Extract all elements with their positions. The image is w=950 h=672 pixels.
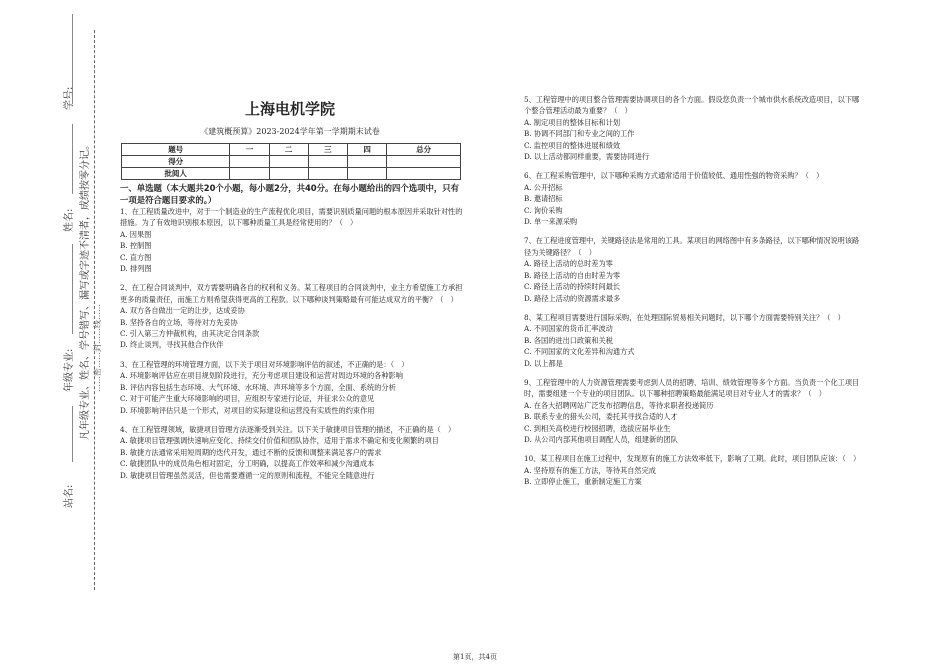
option: B. 协调不同部门和专业之间的工作 [524, 129, 635, 139]
question-stem: 4、在工程管理领域，敏捷项目管理方法逐渐受到关注。以下关于敏捷项目管理的描述，不正确的是（ ） [120, 424, 456, 434]
exam-site-label: 站名: [64, 484, 75, 508]
option: A. 制定项目的整体目标和计划 [524, 117, 621, 127]
option: D. 排列图 [120, 264, 152, 274]
score-header-cell: 总分 [387, 144, 461, 156]
option: B. 评估内容包括生态环境、大气环境、水环境、声环境等多个方面，全面、系统的分析 [120, 382, 396, 392]
option: B. 坚持各自的立场，等待对方先妥协 [120, 317, 238, 327]
option: D. 敏捷项目管理虽然灵活，但也需要遵循一定的原则和流程，不能完全随意进行 [120, 470, 375, 480]
score-header-cell: 四 [347, 144, 386, 156]
question-stem: 6、在工程采购管理中，以下哪种采购方式通常适用于价值较低、通用性强的物资采购？（ ） [524, 171, 824, 181]
name-label: 姓名: [64, 208, 75, 232]
option: D. 路径上活动的资源需求最多 [524, 293, 621, 303]
option: C. 直方图 [120, 252, 152, 262]
right-column [524, 94, 864, 488]
option: A. 环境影响评估应在项目规划阶段进行，充分考虑项目建设和运营对周边环境的各种影响 [120, 371, 403, 381]
option: A. 敏捷项目管理强调快速响应变化、持续交付价值和团队协作，适用于需求不确定和变化频繁的项目 [120, 436, 439, 446]
question-stem: 3、在工程管理的环境管理方面，以下关于项目对环境影响评估的叙述，不正确的是：（ ） [120, 359, 409, 369]
option: C. 不同国家的文化差异和沟通方式 [524, 347, 635, 357]
option: D. 终止谈判，寻找其他合作伙伴 [120, 340, 224, 350]
option: C. 引入第三方仲裁机构，由其决定合同条款 [120, 329, 260, 339]
score-table [121, 143, 461, 180]
question-stem: 1、在工程质量改进中，对于一个制造业的生产流程优化项目，需要识别质量问题的根本原因并采取针对性的措施。为了有效地识别根本原因，以下哪种质量工具是经常使用的？（ ） [120, 207, 463, 228]
question-stem: 2、在工程合同谈判中，双方需要明确各自的权利和义务。某工程项目的合同谈判中，业主方希望施工方承担更多的质量责任，而施工方则希望获得更高的工程款。以下哪种谈判策略最有可能达成双方的平衡？（ ） [120, 283, 463, 304]
option: B. 路径上活动的自由时差为零 [524, 270, 621, 280]
major-underline [72, 244, 73, 334]
option: A. 双方各自做出一定的让步，达成妥协 [120, 306, 245, 316]
binding-notice: 凡年级专业、姓名、学号错写、漏写或字迹不清者，成绩按零分记。 [80, 140, 91, 440]
question-stem: 9、工程管理中的人力资源管理需要考虑到人员的招聘、培训、绩效管理等多个方面。当负责一个化工项目时，需要组建一个专业的项目团队。以下哪种招聘策略最能满足项目对专业人才的需求？（ ） [524, 377, 860, 399]
score-header-cell: 一 [230, 144, 269, 156]
option: B. 控制图 [120, 241, 152, 251]
score-row [122, 156, 461, 168]
option: C. 敏捷团队中的成员角色相对固定，分工明确，以提高工作效率和减少沟通成本 [120, 459, 375, 469]
score-header-cell: 二 [269, 144, 308, 156]
option: A. 不同国家的货币汇率波动 [524, 324, 613, 334]
option: C. 对于可能产生重大环境影响的项目，应组织专家进行论证，并征求公众的意见 [120, 394, 375, 404]
option: C. 监控项目的整体进展和绩效 [524, 140, 621, 150]
question-stem: 5、工程管理中的项目整合管理需要协调项目的各个方面。假设您负责一个城市供水系统改造项目，以下哪个整合管理活动最为重要？（ ） [524, 95, 860, 116]
option: B. 各国的进出口政策和关税 [524, 335, 613, 345]
question-stem: 10、某工程项目在施工过程中，发现原有的施工方法效率低下，影响了工期。此时，项目团队应该：（ ） [524, 454, 861, 464]
student-id-label: 学号: [64, 86, 75, 110]
page-number: 第1页，共4页 [453, 653, 497, 661]
option: C. 到相关高校进行校园招聘，选拔应届毕业生 [524, 423, 671, 433]
option: B. 立即停止施工，重新制定施工方案 [524, 477, 642, 487]
option: B. 敏捷方法通常采用短周期的迭代开发，通过不断的反馈和调整来满足客户的需求 [120, 447, 382, 457]
option: D. 从公司内部其他项目调配人员，组建新的团队 [524, 434, 678, 444]
score-header-cell: 题号 [122, 144, 230, 156]
option: D. 环境影响评估只是一个形式，对项目的实际建设和运营没有实质性的约束作用 [120, 405, 375, 415]
site-underline [72, 406, 73, 462]
id-underline [72, 14, 73, 104]
question-stem: 8、某工程项目需要进行国际采购，在处理国际贸易相关问题时，以下哪个方面需要特别关注？（ ） [524, 312, 845, 322]
score-header-cell: 三 [308, 144, 347, 156]
school-title: 上海电机学院 [244, 100, 335, 118]
option: A. 公开招标 [524, 182, 563, 192]
option: D. 以上都是 [524, 358, 563, 368]
option: C. 路径上活动的持续时间最长 [524, 282, 621, 292]
left-column [120, 182, 464, 481]
option: D. 单一来源采购 [524, 217, 578, 227]
major-label: 年级专业: [64, 348, 75, 392]
option: A. 坚持原有的施工方法，等待其自然完成 [524, 465, 656, 475]
option: C. 询价采购 [524, 205, 563, 215]
option: D. 以上活动都同样重要，需要协同进行 [524, 152, 650, 162]
option: A. 在各大招聘网站广泛发布招聘信息，等待求职者投递简历 [524, 400, 714, 410]
seal-line-text: ……密……封……线…… [93, 304, 102, 392]
grader-row [122, 168, 461, 180]
option: B. 联系专业的猎头公司，委托其寻找合适的人才 [524, 412, 678, 422]
question-stem: 7、在工程进度管理中，关键路径法是常用的工具。某项目的网络图中有多条路径，以下哪种情况说明该路径为关键路径？（ ） [524, 236, 860, 257]
option: A. 因果图 [120, 229, 152, 239]
name-underline [72, 124, 73, 194]
section-heading: 一、单选题（本大题共20个小题，每小题2分，共40分。在每小题给出的四个选项中，只有一项是符合题目要求的。） [120, 183, 460, 205]
option: A. 路径上活动的总时差为零 [524, 259, 613, 269]
score-table-header-row [122, 144, 461, 156]
grader-row-label: 批阅人 [122, 168, 230, 180]
score-row-label: 得分 [122, 156, 230, 168]
option: B. 邀请招标 [524, 194, 563, 204]
exam-subtitle: 《建筑概预算》2023-2024学年第一学期期末试卷 [200, 127, 380, 136]
